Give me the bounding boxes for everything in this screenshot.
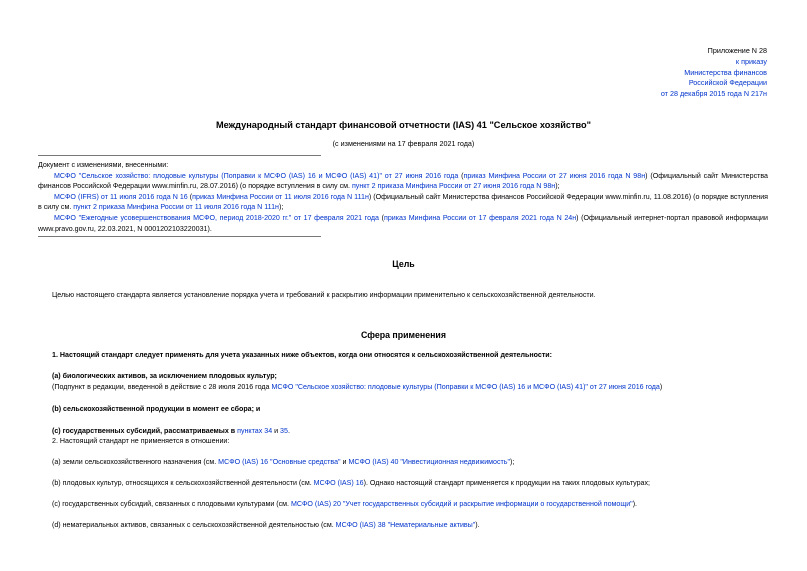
exclusion-item-c <box>52 499 772 509</box>
appendix-link-line[interactable]: Министерства финансов <box>684 67 767 77</box>
divider-top <box>38 155 321 156</box>
note-text: ) <box>659 383 663 391</box>
change-text: ); <box>278 203 284 212</box>
change-item <box>38 213 768 234</box>
appendix-header <box>661 46 767 100</box>
change-link[interactable]: МСФО "Ежегодные усовершенствования МСФО, период 2018-2020 гг." от 17 февраля 2021 года <box>54 213 379 222</box>
item-link[interactable]: пунктах 34 <box>237 427 273 435</box>
item-link[interactable]: МСФО (IAS) 20 "Учет государственных субсидий и раскрытие информации о государственной помощи" <box>291 500 633 508</box>
item-text: ); <box>510 458 515 466</box>
change-effective-link[interactable]: пункт 2 приказа Минфина России от 11 июля 2016 года N 111н <box>73 203 279 212</box>
change-order-link[interactable]: приказ Минфина России от 27 июня 2016 года N 98н <box>463 171 646 180</box>
scope-item-c <box>52 426 772 436</box>
change-text: ); <box>555 182 560 191</box>
section-heading-goal: Цель <box>392 259 415 269</box>
scope-item-a-note <box>52 382 772 392</box>
item-text: и <box>340 458 349 466</box>
change-text: ( <box>378 213 384 222</box>
document-subtitle: (с изменениями на 17 февраля 2021 года) <box>332 139 475 148</box>
item-text: ). <box>475 521 480 529</box>
note-text: (Подпункт в редакции, введенной в действие с 28 июля 2016 года <box>52 383 272 391</box>
item-text: (b) плодовых культур, относящихся к сельскохозяйственной деятельности (см. <box>52 479 314 487</box>
item-text: ). <box>632 500 638 508</box>
changes-block <box>38 160 768 234</box>
scope-paragraph-1: 1. Настоящий стандарт следует применять для учета указанных ниже объектов, когда они относятся к сельскохозяйственной деятельности: <box>52 351 553 359</box>
scope-item-a: (a) биологических активов, за исключением плодовых культур; <box>52 372 277 380</box>
change-text: ) (Официальный сайт Министерства финансов Российской Федерации www.minfin.ru, 11.08.2016) (о порядке вступления в силу см. <box>38 192 768 212</box>
item-link[interactable]: МСФО (IAS) 16 "Основные средства" <box>218 458 341 466</box>
change-effective-link[interactable]: пункт 2 приказа Минфина России от 27 июня 2016 года N 98н <box>351 182 556 191</box>
item-text: (c) государственных субсидий, связанных с плодовыми культурами (см. <box>52 500 291 508</box>
changes-intro: Документ с изменениями, внесенными: <box>38 161 169 169</box>
change-text: ) (Официальный интернет-портал правовой информации www.pravo.gov.ru, 22.03.2021, N 0001202103220031). <box>38 213 768 233</box>
document-title: Международный стандарт финансовой отчетности (IAS) 41 "Сельское хозяйство" <box>216 120 591 130</box>
appendix-link-line[interactable]: к приказу <box>735 56 767 66</box>
exclusion-item-b <box>52 478 772 488</box>
item-text: (d) нематериальных активов, связанных с сельскохозяйственной деятельностью (см. <box>52 521 336 529</box>
change-text: ( <box>458 171 464 180</box>
change-text: ( <box>187 192 193 201</box>
change-order-link[interactable]: приказ Минфина России от 17 февраля 2021 года N 24н <box>384 213 577 222</box>
change-link[interactable]: МСФО "Сельское хозяйство: плодовые культуры (Поправки к МСФО (IAS) 16 и МСФО (IAS) 41)" от 27 июня 2016 года <box>54 171 459 180</box>
goal-text: Целью настоящего стандарта является установление порядка учета и требований к раскрытию информации применительно к сельскохозяйственной деятельности. <box>52 291 596 299</box>
item-text: . <box>287 427 290 435</box>
note-link[interactable]: МСФО "Сельское хозяйство: плодовые культуры (Поправки к МСФО (IAS) 16 и МСФО (IAS) 41)" от 27 июня 2016 года <box>271 383 660 391</box>
item-link[interactable]: МСФО (IAS) 16 <box>313 479 364 487</box>
exclusion-item-d <box>52 520 772 530</box>
change-order-link[interactable]: приказ Минфина России от 11 июля 2016 года N 111н <box>192 192 369 201</box>
appendix-link-line[interactable]: Российской Федерации <box>688 78 767 88</box>
item-text: (c) государственных субсидий, рассматриваемых в <box>52 427 238 435</box>
scope-paragraph-2: 2. Настоящий стандарт не применяется в отношении: <box>52 437 230 445</box>
scope-item-b: (b) сельскохозяйственной продукции в момент ее сбора; и <box>52 405 261 413</box>
appendix-link-line[interactable]: от 28 декабря 2015 года N 217н <box>660 89 767 99</box>
section-heading-scope: Сфера применения <box>361 330 446 340</box>
item-link[interactable]: 35 <box>280 427 288 435</box>
item-text: (a) земли сельскохозяйственного назначения (см. <box>52 458 219 466</box>
item-text: ). Однако настоящий стандарт применяется к продукции на таких плодовых культурах; <box>363 479 651 487</box>
change-item <box>38 171 768 192</box>
change-text: ) (Официальный сайт Министерства финансов Российской Федерации www.minfin.ru, 28.07.2016) (о порядке вступления в силу см. <box>38 171 768 191</box>
item-text: и <box>272 427 281 435</box>
change-item <box>38 192 768 213</box>
item-link[interactable]: МСФО (IAS) 40 "Инвестиционная недвижимость" <box>348 458 510 466</box>
appendix-line: Приложение N 28 <box>707 46 767 55</box>
divider-bottom <box>38 236 321 237</box>
change-link[interactable]: МСФО (IFRS) от 11 июля 2016 года N 16 <box>54 192 188 201</box>
item-link[interactable]: МСФО (IAS) 38 "Нематериальные активы" <box>335 521 476 529</box>
exclusion-item-a <box>52 457 772 467</box>
